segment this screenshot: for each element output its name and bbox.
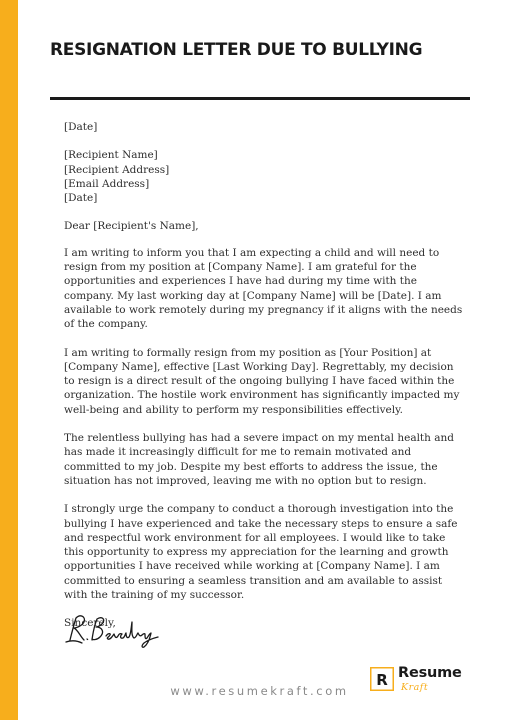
brand-logo <box>370 665 480 697</box>
handwritten-signature <box>62 610 162 650</box>
accent-bar <box>0 0 18 720</box>
recipient-block <box>64 148 464 205</box>
page-title: RESIGNATION LETTER DUE TO BULLYING <box>50 40 423 60</box>
letter-body <box>64 120 464 631</box>
recipient-email: [Email Address] <box>64 177 150 190</box>
title-divider <box>50 97 470 100</box>
website-url: www.resumekraft.com <box>170 684 349 698</box>
salutation: Dear [Recipient's Name], <box>64 220 199 233</box>
svg-text:R: R <box>376 671 388 689</box>
recipient-address: [Recipient Address] <box>64 163 170 176</box>
brand-subword: Kraft <box>401 682 429 693</box>
paragraph: I strongly urge the company to conduct a thorough investigation into the bullying I have experienced and take the necessary steps to ensure a safe and respectful work environment for all employees. I would like to take this opportunity to express my appreciation for the learning and growth opportunities I have received while working at [Company Name]. I am committed to ensuring a seamless transition and am available to assist with the training of my successor. <box>64 503 458 602</box>
signoff: Sincerely, <box>64 617 116 630</box>
paragraph: I am writing to inform you that I am expecting a child and will need to resign from my position at [Company Name]. I am grateful for the opportunities and experiences I have had during my time with the company. My last working day at [Company Name] will be [Date]. I am available to work remotely during my pregnancy if it aligns with the needs of the company. <box>64 246 463 331</box>
letter-date: [Date] <box>64 121 98 133</box>
recipient-date: [Date] <box>64 192 98 205</box>
brand-wordmark: Resume <box>398 665 462 681</box>
resume-kraft-logo-icon <box>370 667 394 691</box>
recipient-name: [Recipient Name] <box>64 149 158 162</box>
paragraph: The relentless bullying has had a severe impact on my mental health and has made it increasingly difficult for me to remain motivated and committed to my job. Despite my best efforts to address the issue, the situation has not improved, leaving me with no option but to resign. <box>64 432 454 487</box>
paragraph: I am writing to formally resign from my position as [Your Position] at [Company Name], effective [Last Working Day]. Regrettably, my decision to resign is a direct result of the ongoing bullying I have faced within the organization. The hostile work environment has significantly impacted my well-being and ability to perform my responsibilities effectively. <box>64 346 460 416</box>
